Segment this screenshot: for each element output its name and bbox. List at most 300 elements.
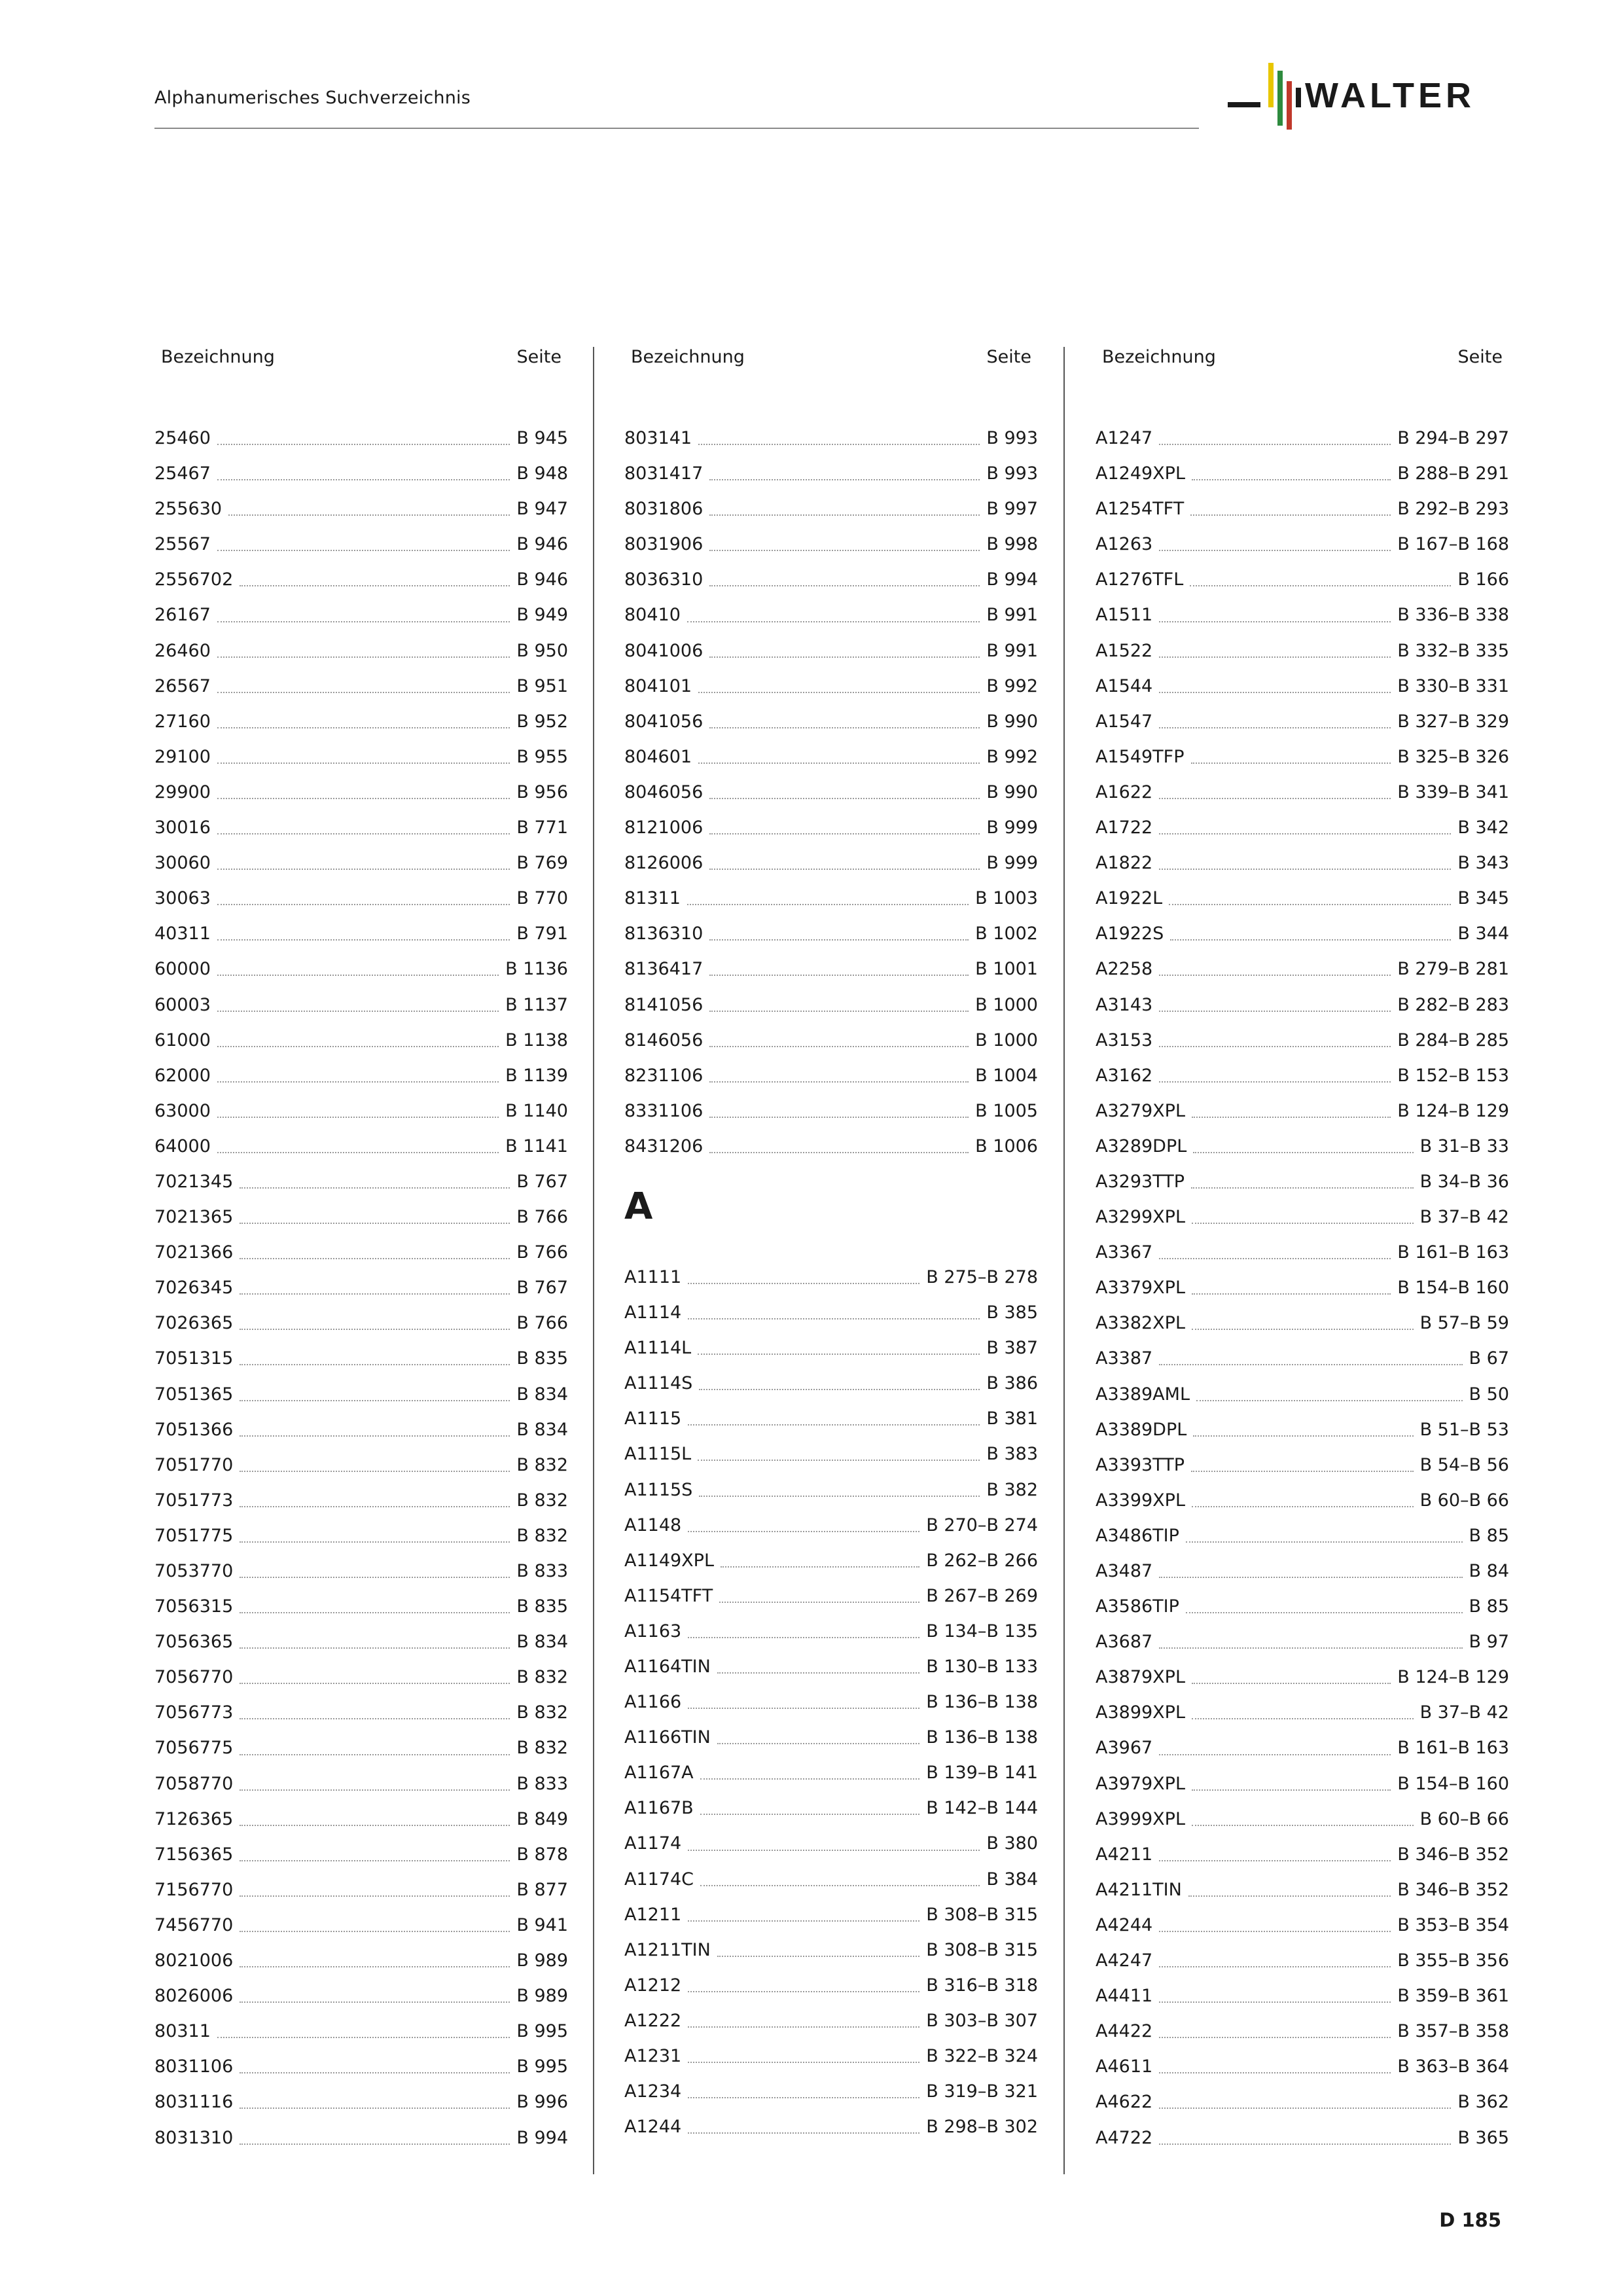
entry-page-reference: B 57–B 59 bbox=[1419, 1313, 1509, 1334]
entry-code: 62000 bbox=[154, 1065, 211, 1086]
entry-page-reference: B 995 bbox=[516, 2056, 568, 2077]
entry-code: A1544 bbox=[1096, 675, 1153, 696]
index-entry bbox=[154, 1802, 568, 1837]
entry-page-reference: B 832 bbox=[516, 1738, 568, 1759]
entry-page-reference: B 346–B 352 bbox=[1397, 1844, 1509, 1865]
index-entry bbox=[154, 2085, 568, 2120]
dot-leader bbox=[709, 1081, 969, 1083]
entry-code: A1722 bbox=[1096, 817, 1153, 838]
entry-code: A3879XPL bbox=[1096, 1667, 1186, 1688]
entry-page-reference: B 1000 bbox=[975, 994, 1038, 1015]
entry-page-reference: B 955 bbox=[516, 746, 568, 767]
dot-leader bbox=[1186, 1541, 1463, 1543]
entry-code: 8121006 bbox=[624, 817, 704, 838]
entry-code: A3162 bbox=[1096, 1065, 1153, 1086]
entry-page-reference: B 1141 bbox=[505, 1136, 568, 1157]
entry-code: A1522 bbox=[1096, 640, 1153, 661]
dot-leader bbox=[1196, 1400, 1463, 1401]
entry-page-reference: B 54–B 56 bbox=[1419, 1454, 1509, 1475]
entry-page-reference: B 386 bbox=[986, 1373, 1038, 1394]
dot-leader bbox=[240, 1471, 510, 1472]
entry-page-reference: B 949 bbox=[516, 605, 568, 626]
entry-page-reference: B 134–B 135 bbox=[926, 1621, 1038, 1641]
entry-code: 804101 bbox=[624, 675, 692, 696]
entry-code: 804601 bbox=[624, 746, 692, 767]
logo-stripe-red bbox=[1287, 81, 1292, 130]
index-entry bbox=[1096, 704, 1509, 740]
index-entry bbox=[624, 1791, 1038, 1826]
entry-code: 25467 bbox=[154, 463, 211, 484]
entry-code: 8041056 bbox=[624, 711, 704, 732]
index-entry bbox=[624, 988, 1038, 1023]
entry-page-reference: B 835 bbox=[516, 1348, 568, 1369]
index-entry bbox=[624, 775, 1038, 810]
entry-code: A1263 bbox=[1096, 534, 1153, 555]
index-entry bbox=[1096, 846, 1509, 881]
index-entry bbox=[1096, 2085, 1509, 2120]
dot-leader bbox=[688, 1424, 980, 1426]
entry-code: A4422 bbox=[1096, 2021, 1153, 2042]
entry-page-reference: B 999 bbox=[986, 853, 1038, 874]
entry-code: A4411 bbox=[1096, 1986, 1153, 2007]
index-entry bbox=[624, 1968, 1038, 2003]
index-entry bbox=[624, 1508, 1038, 1543]
dot-leader bbox=[1193, 1435, 1413, 1437]
logo-bar bbox=[1228, 102, 1260, 107]
entry-page-reference: B 384 bbox=[986, 1869, 1038, 1890]
entry-code: 40311 bbox=[154, 924, 211, 944]
entry-code: A1549TFP bbox=[1096, 746, 1185, 767]
entry-code: 7026365 bbox=[154, 1313, 234, 1334]
entry-page-reference: B 332–B 335 bbox=[1397, 640, 1509, 661]
dot-leader bbox=[240, 1577, 510, 1578]
index-entry bbox=[1096, 988, 1509, 1023]
index-entry bbox=[624, 1649, 1038, 1685]
entry-code: A1115S bbox=[624, 1479, 693, 1500]
index-entry bbox=[154, 1200, 568, 1235]
entry-code: A4211TIN bbox=[1096, 1879, 1182, 1900]
entry-code: A2258 bbox=[1096, 959, 1153, 980]
entry-page-reference: B 284–B 285 bbox=[1397, 1030, 1509, 1050]
dot-leader bbox=[217, 479, 510, 480]
dot-leader bbox=[699, 1496, 980, 1497]
entry-page-reference: B 791 bbox=[516, 924, 568, 944]
entry-code: A1511 bbox=[1096, 605, 1153, 626]
logo-stripe-green bbox=[1277, 71, 1283, 126]
entry-page-reference: B 154–B 160 bbox=[1397, 1278, 1509, 1299]
dot-leader bbox=[1159, 2001, 1391, 2003]
entry-code: 8031417 bbox=[624, 463, 704, 484]
index-entry bbox=[1096, 1058, 1509, 1094]
index-entry bbox=[624, 704, 1038, 740]
entry-code: A1254TFT bbox=[1096, 499, 1185, 520]
entry-code: 8031116 bbox=[154, 2092, 234, 2113]
entry-page-reference: B 161–B 163 bbox=[1397, 1738, 1509, 1759]
dot-leader bbox=[709, 798, 980, 799]
index-entry bbox=[1096, 1979, 1509, 2014]
index-entry bbox=[624, 634, 1038, 669]
dot-leader bbox=[709, 727, 980, 728]
index-entry bbox=[154, 456, 568, 492]
entry-page-reference: B 84 bbox=[1469, 1561, 1509, 1581]
entry-code: 7026345 bbox=[154, 1278, 234, 1299]
entry-code: A1114L bbox=[624, 1338, 692, 1359]
index-entry bbox=[624, 846, 1038, 881]
entry-code: A4722 bbox=[1096, 2127, 1153, 2148]
entry-page-reference: B 1006 bbox=[975, 1136, 1038, 1157]
entry-code: A1166TIN bbox=[624, 1727, 711, 1748]
column-header-page: Seite bbox=[986, 347, 1031, 367]
column-header-designation: Bezeichnung bbox=[631, 347, 745, 367]
index-entry bbox=[624, 881, 1038, 916]
dot-leader bbox=[228, 514, 510, 516]
index-entry bbox=[154, 1341, 568, 1376]
dot-leader bbox=[240, 1825, 510, 1826]
entry-code: A1115L bbox=[624, 1444, 692, 1465]
entry-code: 63000 bbox=[154, 1100, 211, 1121]
index-entry bbox=[624, 1129, 1038, 1164]
index-entry bbox=[1096, 1802, 1509, 1837]
dot-leader bbox=[1159, 869, 1451, 870]
index-entry bbox=[154, 881, 568, 916]
index-entry bbox=[624, 1401, 1038, 1437]
index-entry bbox=[154, 1873, 568, 1908]
logo-stripe-black bbox=[1296, 88, 1301, 107]
dot-leader bbox=[700, 1814, 920, 1815]
index-entry bbox=[1096, 1023, 1509, 1058]
entry-code: A3979XPL bbox=[1096, 1773, 1186, 1794]
index-entry bbox=[1096, 2014, 1509, 2049]
dot-leader bbox=[1192, 1293, 1391, 1295]
dot-leader bbox=[688, 1637, 919, 1638]
index-entry bbox=[1096, 1448, 1509, 1483]
entry-code: 8141056 bbox=[624, 994, 704, 1015]
entry-code: 7156365 bbox=[154, 1844, 234, 1865]
entry-code: 7456770 bbox=[154, 1914, 234, 1935]
dot-leader bbox=[240, 1718, 510, 1719]
column-header-designation: Bezeichnung bbox=[1102, 347, 1216, 367]
entry-code: 7056770 bbox=[154, 1667, 234, 1688]
index-entry bbox=[154, 846, 568, 881]
index-entry bbox=[154, 2014, 568, 2049]
dot-leader bbox=[240, 1258, 510, 1259]
logo-stripe-yellow bbox=[1268, 63, 1274, 107]
index-entry bbox=[1096, 1943, 1509, 1979]
dot-leader bbox=[687, 621, 980, 622]
index-entry bbox=[624, 1094, 1038, 1129]
index-entry bbox=[154, 1731, 568, 1766]
entry-code: A3382XPL bbox=[1096, 1313, 1186, 1334]
dot-leader bbox=[240, 1541, 510, 1543]
entry-page-reference: B 270–B 274 bbox=[926, 1515, 1038, 1535]
entry-code: A3299XPL bbox=[1096, 1207, 1186, 1228]
dot-leader bbox=[240, 1223, 510, 1224]
entry-page-reference: B 294–B 297 bbox=[1397, 428, 1509, 448]
entry-code: A4247 bbox=[1096, 1950, 1153, 1971]
entry-code: 7051770 bbox=[154, 1454, 234, 1475]
entry-page-reference: B 945 bbox=[516, 428, 568, 448]
index-entry bbox=[1096, 1624, 1509, 1660]
dot-leader bbox=[709, 1046, 969, 1047]
entry-page-reference: B 998 bbox=[986, 534, 1038, 555]
dot-leader bbox=[1190, 514, 1391, 516]
entry-code: A3586TIP bbox=[1096, 1596, 1179, 1617]
entry-code: 8046056 bbox=[624, 781, 704, 802]
entry-list bbox=[624, 421, 1038, 1164]
index-entry bbox=[1096, 634, 1509, 669]
entry-code: 8026006 bbox=[154, 1986, 234, 2007]
entry-page-reference: B 303–B 307 bbox=[926, 2010, 1038, 2031]
entry-page-reference: B 834 bbox=[516, 1632, 568, 1653]
entry-page-reference: B 130–B 133 bbox=[926, 1657, 1038, 1677]
entry-page-reference: B 308–B 315 bbox=[926, 1904, 1038, 1925]
index-entry bbox=[624, 2074, 1038, 2109]
dot-leader bbox=[721, 1566, 919, 1568]
index-column-1 bbox=[154, 347, 568, 2148]
entry-code: A3379XPL bbox=[1096, 1278, 1186, 1299]
index-entry bbox=[154, 1377, 568, 1412]
dot-leader bbox=[1170, 939, 1451, 941]
index-entry bbox=[624, 740, 1038, 775]
entry-page-reference: B 767 bbox=[516, 1278, 568, 1299]
index-entry bbox=[154, 952, 568, 987]
index-entry bbox=[1096, 1412, 1509, 1448]
index-entry bbox=[1096, 1837, 1509, 1873]
entry-page-reference: B 298–B 302 bbox=[926, 2117, 1038, 2138]
dot-leader bbox=[688, 1850, 980, 1851]
entry-page-reference: B 319–B 321 bbox=[926, 2081, 1038, 2102]
entry-page-reference: B 262–B 266 bbox=[926, 1550, 1038, 1571]
dot-leader bbox=[1159, 550, 1391, 551]
index-entry bbox=[624, 1023, 1038, 1058]
entry-code: 7056773 bbox=[154, 1702, 234, 1723]
index-entry bbox=[624, 492, 1038, 527]
dot-leader bbox=[688, 1920, 919, 1922]
entry-code: A4622 bbox=[1096, 2092, 1153, 2113]
index-entry bbox=[1096, 456, 1509, 492]
dot-leader bbox=[240, 1364, 510, 1365]
entry-code: 80410 bbox=[624, 605, 681, 626]
index-entry bbox=[154, 598, 568, 633]
dot-leader bbox=[1188, 1895, 1391, 1897]
dot-leader bbox=[217, 656, 510, 658]
entry-page-reference: B 990 bbox=[986, 711, 1038, 732]
entry-code: 8431206 bbox=[624, 1136, 704, 1157]
index-entry bbox=[154, 1164, 568, 1200]
entry-page-reference: B 947 bbox=[516, 499, 568, 520]
entry-code: 8146056 bbox=[624, 1030, 704, 1050]
index-entry bbox=[1096, 1164, 1509, 1200]
entry-code: A1164TIN bbox=[624, 1657, 711, 1677]
entry-code: 64000 bbox=[154, 1136, 211, 1157]
entry-page-reference: B 1140 bbox=[505, 1100, 568, 1121]
dot-leader bbox=[217, 444, 510, 445]
entry-page-reference: B 995 bbox=[516, 2021, 568, 2042]
index-entry bbox=[624, 1933, 1038, 1968]
dot-leader bbox=[240, 1683, 510, 1684]
entry-page-reference: B 382 bbox=[986, 1479, 1038, 1500]
dot-leader bbox=[1192, 1825, 1414, 1826]
index-entry bbox=[624, 1720, 1038, 1755]
entry-code: 7056315 bbox=[154, 1596, 234, 1617]
entry-page-reference: B 136–B 138 bbox=[926, 1692, 1038, 1713]
index-entry bbox=[154, 421, 568, 456]
index-entry bbox=[1096, 1200, 1509, 1235]
entry-page-reference: B 1001 bbox=[975, 959, 1038, 980]
entry-code: 80311 bbox=[154, 2021, 211, 2042]
dot-leader bbox=[217, 939, 510, 941]
entry-code: 7056365 bbox=[154, 1632, 234, 1653]
entry-code: 7051366 bbox=[154, 1419, 234, 1440]
index-entry bbox=[154, 810, 568, 846]
entry-code: 803141 bbox=[624, 428, 692, 448]
column-header bbox=[1096, 347, 1509, 376]
entry-code: A1154TFT bbox=[624, 1585, 713, 1606]
entry-page-reference: B 344 bbox=[1457, 924, 1509, 944]
entry-page-reference: B 950 bbox=[516, 640, 568, 661]
index-entry bbox=[154, 1235, 568, 1270]
dot-leader bbox=[1159, 2072, 1391, 2073]
dot-leader bbox=[709, 1117, 969, 1118]
dot-leader bbox=[1159, 833, 1451, 834]
index-entry bbox=[624, 1543, 1038, 1579]
entry-code: A3153 bbox=[1096, 1030, 1153, 1050]
entry-page-reference: B 767 bbox=[516, 1171, 568, 1192]
dot-leader bbox=[1159, 1081, 1391, 1083]
entry-page-reference: B 991 bbox=[986, 605, 1038, 626]
entry-code: A1211TIN bbox=[624, 1939, 711, 1960]
dot-leader bbox=[217, 975, 499, 976]
entry-code: A1149XPL bbox=[624, 1550, 715, 1571]
dot-leader bbox=[1159, 975, 1391, 976]
entry-code: A1249XPL bbox=[1096, 463, 1186, 484]
entry-code: A1222 bbox=[624, 2010, 682, 2031]
index-entry bbox=[624, 1614, 1038, 1649]
index-entry bbox=[624, 952, 1038, 987]
entry-page-reference: B 956 bbox=[516, 781, 568, 802]
entry-page-reference: B 993 bbox=[986, 463, 1038, 484]
entry-code: 8021006 bbox=[154, 1950, 234, 1971]
dot-leader bbox=[217, 904, 510, 905]
entry-page-reference: B 769 bbox=[516, 853, 568, 874]
dot-leader bbox=[217, 692, 510, 693]
entry-page-reference: B 387 bbox=[986, 1338, 1038, 1359]
entry-page-reference: B 60–B 66 bbox=[1419, 1490, 1509, 1511]
dot-leader bbox=[688, 2062, 919, 2063]
index-entry bbox=[624, 1473, 1038, 1508]
dot-leader bbox=[240, 1754, 510, 1755]
entry-page-reference: B 832 bbox=[516, 1454, 568, 1475]
index-entry bbox=[624, 1366, 1038, 1401]
entry-page-reference: B 85 bbox=[1469, 1596, 1509, 1617]
entry-page-reference: B 1139 bbox=[505, 1065, 568, 1086]
index-entry bbox=[1096, 881, 1509, 916]
entry-page-reference: B 316–B 318 bbox=[926, 1975, 1038, 1996]
entry-page-reference: B 362 bbox=[1457, 2092, 1509, 2113]
index-entry bbox=[1096, 1306, 1509, 1341]
column-header bbox=[154, 347, 568, 376]
index-entry bbox=[1096, 740, 1509, 775]
entry-page-reference: B 124–B 129 bbox=[1397, 1667, 1509, 1688]
entry-code: A3279XPL bbox=[1096, 1100, 1186, 1121]
entry-page-reference: B 771 bbox=[516, 817, 568, 838]
entry-code: A1234 bbox=[624, 2081, 682, 2102]
entry-page-reference: B 832 bbox=[516, 1667, 568, 1688]
dot-leader bbox=[1193, 1152, 1413, 1153]
index-entry bbox=[154, 1129, 568, 1164]
entry-page-reference: B 355–B 356 bbox=[1397, 1950, 1509, 1971]
entry-page-reference: B 308–B 315 bbox=[926, 1939, 1038, 1960]
index-entry bbox=[1096, 810, 1509, 846]
entry-page-reference: B 327–B 329 bbox=[1397, 711, 1509, 732]
entry-page-reference: B 50 bbox=[1469, 1384, 1509, 1405]
index-entry bbox=[1096, 916, 1509, 952]
entry-page-reference: B 31–B 33 bbox=[1419, 1136, 1509, 1157]
entry-page-reference: B 770 bbox=[516, 888, 568, 909]
index-entry bbox=[154, 1058, 568, 1094]
dot-leader bbox=[217, 1011, 499, 1012]
index-entry bbox=[624, 810, 1038, 846]
index-entry bbox=[624, 456, 1038, 492]
entry-page-reference: B 161–B 163 bbox=[1397, 1242, 1509, 1263]
entry-page-reference: B 989 bbox=[516, 1950, 568, 1971]
index-entry bbox=[624, 1331, 1038, 1366]
index-entry bbox=[154, 527, 568, 562]
dot-leader bbox=[1192, 1223, 1414, 1224]
dot-leader bbox=[1159, 2144, 1451, 2145]
dot-leader bbox=[709, 1152, 969, 1153]
dot-leader bbox=[698, 444, 980, 445]
dot-leader bbox=[217, 1152, 499, 1153]
entry-page-reference: B 1137 bbox=[505, 994, 568, 1015]
entry-page-reference: B 136–B 138 bbox=[926, 1727, 1038, 1748]
index-entry bbox=[154, 1554, 568, 1589]
entry-page-reference: B 60–B 66 bbox=[1419, 1808, 1509, 1829]
entry-page-reference: B 849 bbox=[516, 1808, 568, 1829]
column-divider bbox=[593, 347, 594, 2174]
entry-page-reference: B 342 bbox=[1457, 817, 1509, 838]
entry-code: 25567 bbox=[154, 534, 211, 555]
entry-page-reference: B 357–B 358 bbox=[1397, 2021, 1509, 2042]
entry-page-reference: B 336–B 338 bbox=[1397, 605, 1509, 626]
index-entry bbox=[624, 1058, 1038, 1094]
entry-page-reference: B 878 bbox=[516, 1844, 568, 1865]
dot-leader bbox=[1192, 1506, 1414, 1507]
dot-leader bbox=[709, 656, 980, 658]
entry-code: A3289DPL bbox=[1096, 1136, 1187, 1157]
entry-code: A1174 bbox=[624, 1833, 682, 1854]
dot-leader bbox=[1191, 1187, 1414, 1189]
letter-heading: A bbox=[624, 1185, 653, 1228]
entry-code: 8041006 bbox=[624, 640, 704, 661]
dot-leader bbox=[709, 975, 969, 976]
entry-code: A4611 bbox=[1096, 2056, 1153, 2077]
entry-code: 60000 bbox=[154, 959, 211, 980]
entry-code: A3367 bbox=[1096, 1242, 1153, 1263]
entry-page-reference: B 832 bbox=[516, 1702, 568, 1723]
entry-code: A1114S bbox=[624, 1373, 693, 1394]
entry-page-reference: B 832 bbox=[516, 1525, 568, 1546]
index-entry bbox=[624, 1295, 1038, 1331]
column-header-page: Seite bbox=[516, 347, 562, 367]
entry-page-reference: B 834 bbox=[516, 1419, 568, 1440]
entry-page-reference: B 833 bbox=[516, 1561, 568, 1581]
entry-page-reference: B 363–B 364 bbox=[1397, 2056, 1509, 2077]
dot-leader bbox=[1191, 1471, 1414, 1472]
entry-page-reference: B 37–B 42 bbox=[1419, 1207, 1509, 1228]
entry-page-reference: B 67 bbox=[1469, 1348, 1509, 1369]
entry-code: A1167B bbox=[624, 1798, 694, 1819]
